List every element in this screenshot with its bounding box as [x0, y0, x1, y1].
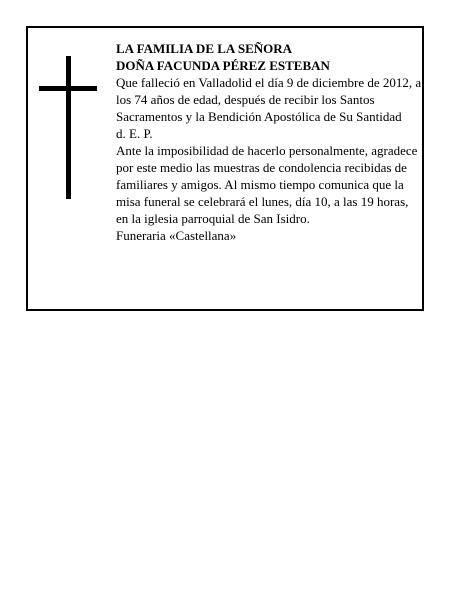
cross-vertical-bar	[66, 56, 71, 199]
notice-text	[116, 40, 422, 244]
funeral-home: Funeraria «Castellana»	[116, 228, 237, 243]
rip-line: d. E. P.	[116, 126, 153, 141]
cross-horizontal-bar	[39, 86, 97, 91]
death-paragraph: Que falleció en Valladolid el día 9 de diciembre de 2012, a los 74 años de edad, después de recibir los Santos Sacramentos y la Bendición Apostólica de Su Santidad	[116, 75, 422, 124]
heading-deceased-name: DOÑA FACUNDA PÉREZ ESTEBAN	[116, 58, 330, 73]
heading-family: LA FAMILIA DE LA SEÑORA	[116, 41, 293, 56]
obituary-notice	[26, 26, 424, 311]
gratitude-paragraph: Ante la imposibilidad de hacerlo personalmente, agradece por este medio las muestras de condolencia recibidas de familiares y amigos. Al mismo tiempo comunica que la misa funeral se celebrará el lunes, día 10, a las 19 horas, en la iglesia parroquial de San Isidro.	[116, 143, 418, 226]
